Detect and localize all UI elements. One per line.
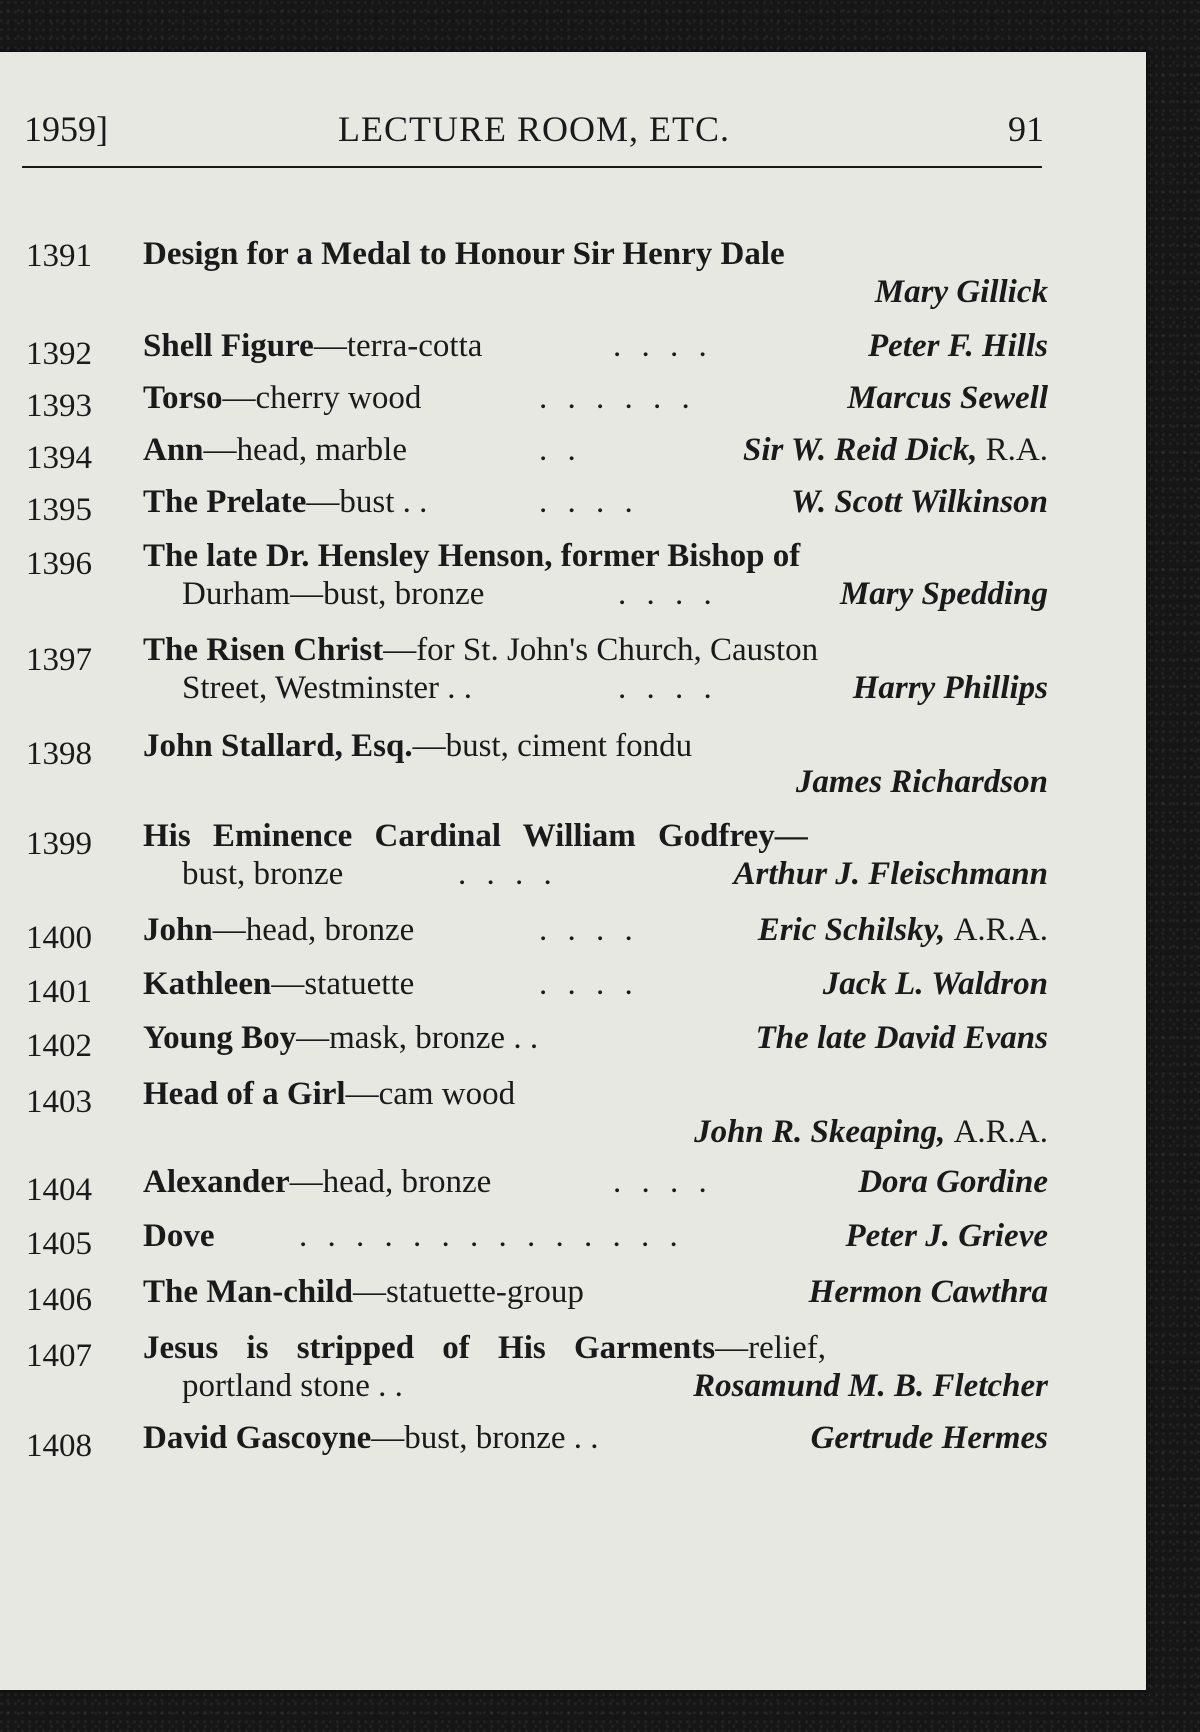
entry-continuation-line (182, 576, 1048, 616)
entry-line (143, 912, 1048, 952)
entry-number: 1392 (26, 336, 92, 372)
entry-artist: John R. Skeaping, (694, 1114, 946, 1150)
entry-medium: —bust, bronze . . (371, 1420, 599, 1456)
entry-title: Shell Figure (143, 328, 314, 364)
entry-line (143, 484, 1048, 524)
entry-artist: Mary Spedding (839, 576, 1048, 612)
entry-line (143, 432, 1048, 472)
entry-artist: Mary Gillick (874, 274, 1048, 310)
entry-line (143, 1020, 1048, 1060)
entry-number: 1400 (26, 920, 92, 956)
page-number: 91 (1008, 109, 1044, 149)
entry-number: 1398 (26, 736, 92, 772)
entry-medium: bust, bronze (182, 856, 344, 892)
entry-medium: —for St. John's Church, Causton (383, 632, 819, 668)
header-year: 1959] (24, 109, 108, 149)
entry-medium: —bust . . (306, 484, 428, 520)
dot-leader: . . . . (539, 484, 639, 520)
entry-number: 1393 (26, 388, 92, 424)
entry-number: 1399 (26, 826, 92, 862)
entry-artist: Arthur J. Fleischmann (733, 856, 1048, 892)
entry-medium: —terra-cotta (313, 328, 483, 364)
dot-leader: . . . . (613, 1164, 713, 1200)
entry-artist: Hermon Cawthra (808, 1274, 1048, 1310)
entry-title: His Eminence Cardinal William Godfrey— (143, 818, 808, 854)
entry-title: Head of a Girl (143, 1076, 346, 1112)
entry-artist: Jack L. Waldron (822, 966, 1048, 1002)
entry-medium: —mask, bronze . . (296, 1020, 539, 1056)
entry-title: John Stallard, Esq. (143, 728, 413, 764)
entry-artist: Dora Gordine (858, 1164, 1048, 1200)
entry-line (143, 966, 1048, 1006)
entry-medium: Durham—bust, bronze (182, 576, 485, 612)
entry-artist: Peter F. Hills (868, 328, 1048, 364)
entry-title-line (143, 538, 1048, 578)
entry-number: 1403 (26, 1084, 92, 1120)
entry-artist-line (143, 274, 1048, 314)
dot-leader: . . . . (613, 328, 713, 364)
entry-number: 1408 (26, 1428, 92, 1464)
entry-artist: Rosamund M. B. Fletcher (693, 1368, 1048, 1404)
entry-line (143, 1274, 1048, 1314)
header-rule (22, 166, 1042, 168)
entry-artist: The late David Evans (755, 1020, 1048, 1056)
entry-title-line (143, 1076, 1048, 1116)
entry-honour: A.R.A. (953, 912, 1048, 948)
entry-artist: Peter J. Grieve (845, 1218, 1048, 1254)
entry-title: Design for a Medal to Honour Sir Henry Dale (143, 236, 785, 272)
entry-artist: Gertrude Hermes (810, 1420, 1048, 1456)
entry-number: 1405 (26, 1226, 92, 1262)
entry-title-line (143, 728, 1048, 768)
entry-number: 1401 (26, 974, 92, 1010)
entry-continuation-line (182, 856, 1048, 896)
entry-number: 1395 (26, 492, 92, 528)
entry-line (143, 1164, 1048, 1204)
running-header (24, 108, 1044, 152)
entry-title: Alexander (143, 1164, 290, 1200)
dot-leader: . . (539, 432, 582, 468)
entry-artist-line (143, 764, 1048, 804)
entry-artist: Sir W. Reid Dick, (743, 432, 978, 468)
entry-number: 1391 (26, 238, 92, 274)
entry-medium: —bust, ciment fondu (412, 728, 693, 764)
entry-title-line (143, 632, 1048, 672)
dot-leader: . . . . (618, 576, 718, 612)
entry-number: 1402 (26, 1028, 92, 1064)
entry-medium: —statuette (271, 966, 415, 1002)
entry-artist: Marcus Sewell (847, 380, 1048, 416)
entry-title: The Risen Christ (143, 632, 384, 668)
entry-medium: —head, marble (203, 432, 407, 468)
entry-line (143, 328, 1048, 368)
entry-title: Ann (143, 432, 204, 468)
dot-leader: . . . . (458, 856, 558, 892)
entry-medium: —cherry wood (222, 380, 422, 416)
entry-line (143, 1420, 1048, 1460)
entry-title: The late Dr. Hensley Henson, former Bishop of (143, 538, 801, 574)
entry-artist: Eric Schilsky, (757, 912, 946, 948)
entry-title: The Man-child (143, 1274, 353, 1310)
entry-title: Torso (143, 380, 223, 416)
entry-artist: Harry Phillips (852, 670, 1048, 706)
entry-number: 1396 (26, 546, 92, 582)
entry-number: 1394 (26, 440, 92, 476)
entry-medium: —cam wood (345, 1076, 516, 1112)
entry-honour: A.R.A. (953, 1114, 1048, 1150)
entry-number: 1404 (26, 1172, 92, 1208)
entry-number: 1406 (26, 1282, 92, 1318)
entry-medium-continued: portland stone . . (182, 1368, 403, 1404)
entry-medium: —head, bronze (212, 912, 415, 948)
entry-artist-line (143, 1114, 1048, 1154)
entry-honour: R.A. (985, 432, 1048, 468)
dot-leader: . . . . (539, 966, 639, 1002)
header-title: LECTURE ROOM, ETC. (338, 109, 730, 149)
entry-title-line (143, 1330, 1048, 1370)
entry-title-line (143, 236, 1048, 276)
dot-leader: . . . . (618, 670, 718, 706)
entry-continuation-line (182, 1368, 1048, 1408)
dot-leader: . . . . . . . . . . . . . . (299, 1218, 684, 1254)
dot-leader: . . . . (539, 912, 639, 948)
entry-medium-continued: Street, Westminster . . (182, 670, 473, 706)
entry-title-line (143, 818, 1048, 858)
entry-number: 1407 (26, 1338, 92, 1374)
entry-title: Young Boy (143, 1020, 297, 1056)
entry-title: John (143, 912, 213, 948)
entry-title: David Gascoyne (143, 1420, 372, 1456)
entry-title: Jesus is stripped of His Garments (143, 1330, 716, 1366)
dot-leader: . . . . . . (539, 380, 696, 416)
entry-artist: James Richardson (795, 764, 1048, 800)
entry-title: Dove (143, 1218, 215, 1254)
entry-title: The Prelate (143, 484, 307, 520)
entry-continuation-line (182, 670, 1048, 710)
entry-artist: W. Scott Wilkinson (790, 484, 1048, 520)
entry-line (143, 1218, 1048, 1258)
entry-title: Kathleen (143, 966, 272, 1002)
entry-medium: —relief, (715, 1330, 826, 1366)
entry-number: 1397 (26, 642, 92, 678)
entry-medium: —head, bronze (289, 1164, 492, 1200)
entry-medium: —statuette-group (352, 1274, 584, 1310)
entry-line (143, 380, 1048, 420)
